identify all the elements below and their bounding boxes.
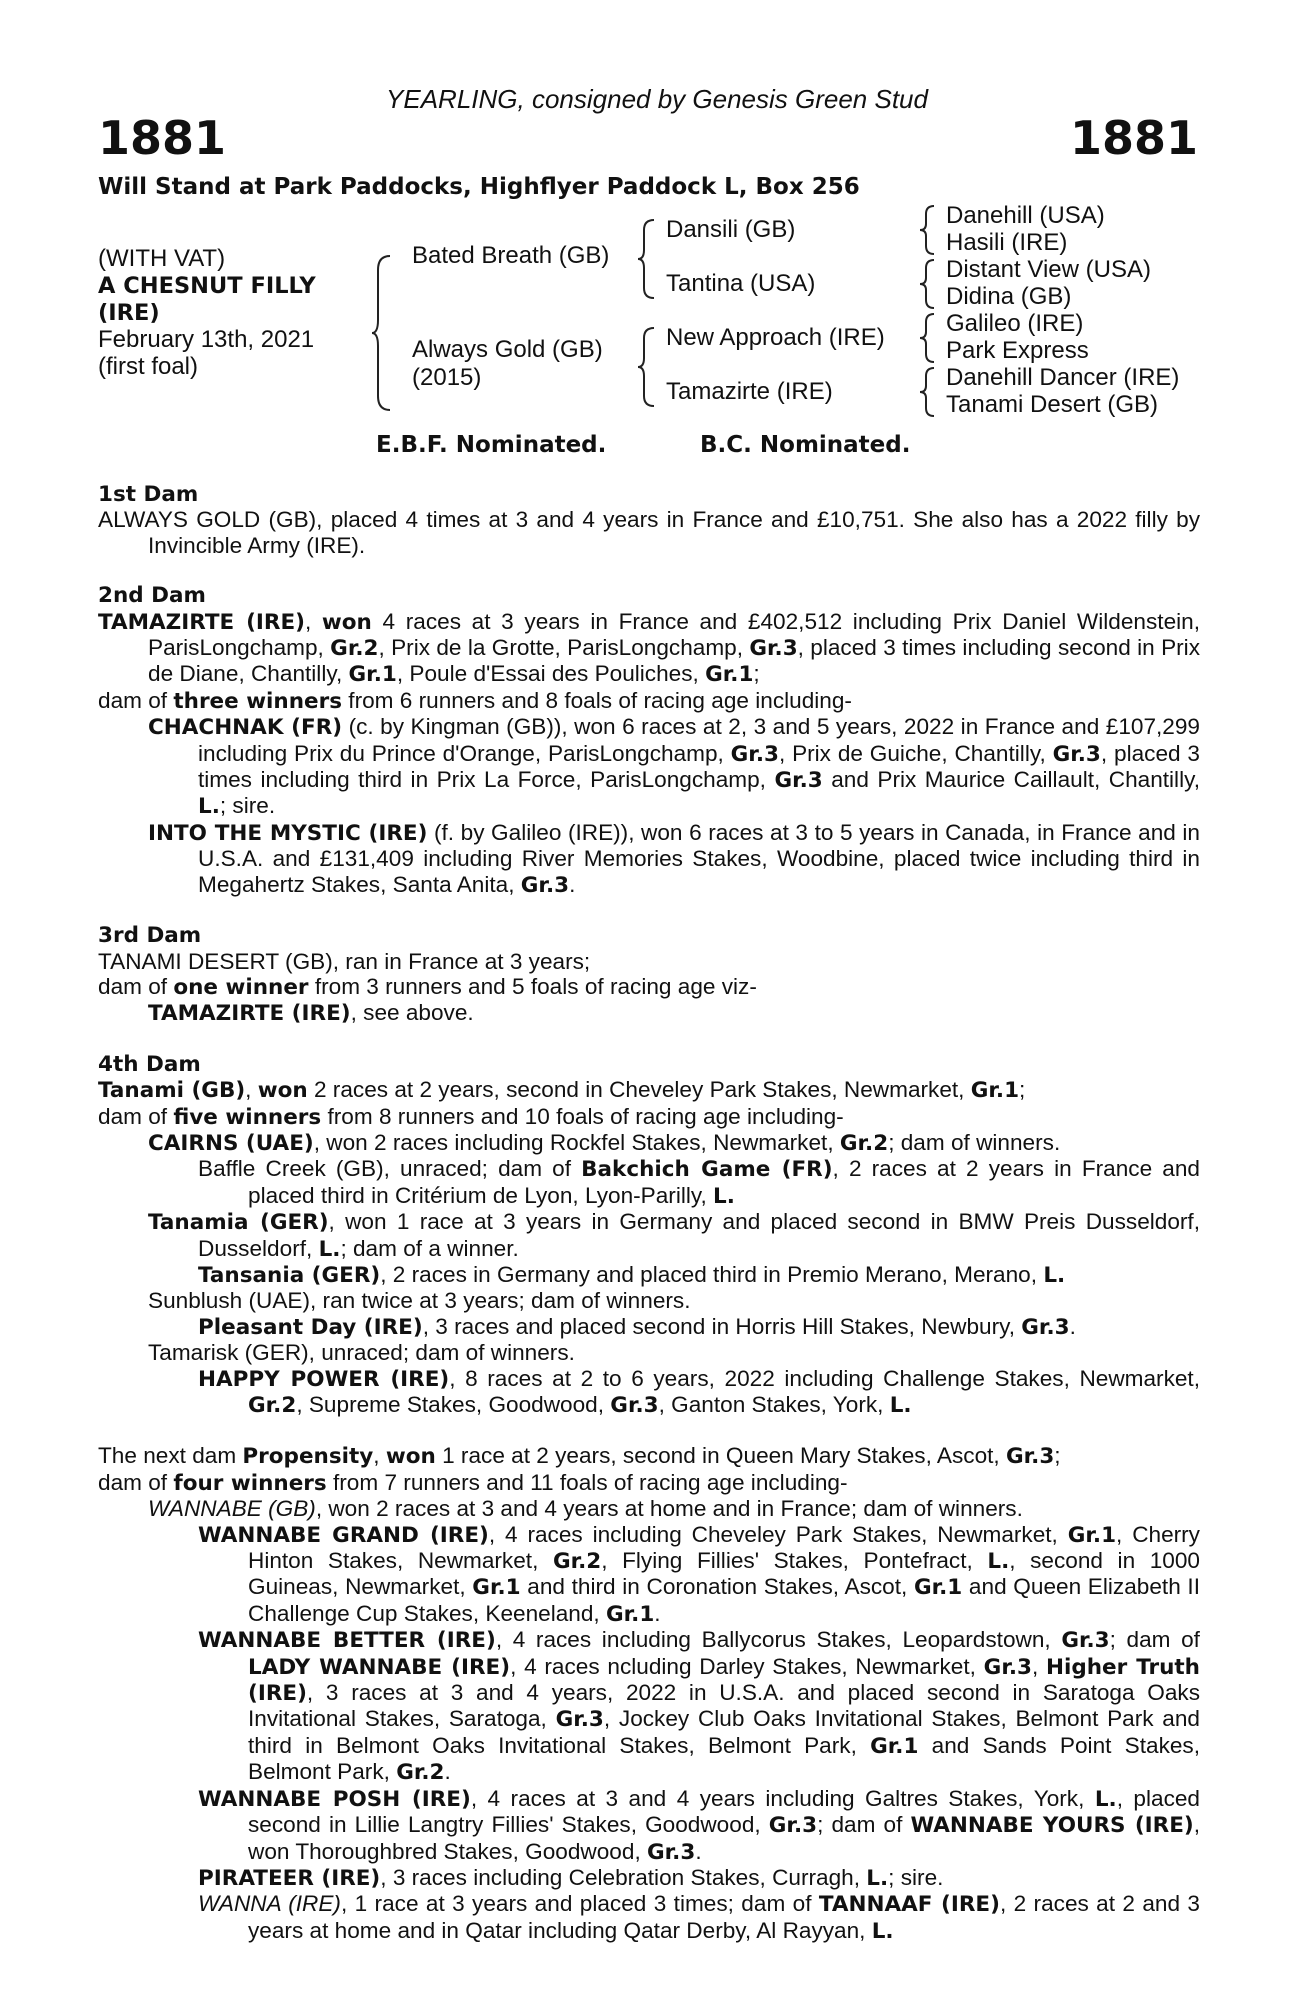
second-dam-produce: dam of three winners from 6 runners and 8 foals of racing age including-	[98, 687, 852, 714]
foal-note: (first foal)	[98, 353, 199, 380]
next-dam-text: The next dam Propensity, won 1 race at 2 years, second in Queen Mary Stakes, Ascot, Gr.3;	[98, 1443, 1061, 1470]
ancestor-6: Park Express	[946, 337, 1089, 364]
lot-number-left: 1881	[98, 111, 227, 165]
grandsire-brace-1	[918, 204, 942, 256]
ancestor-5: Galileo (IRE)	[946, 310, 1084, 337]
ancestor-1: Danehill (USA)	[946, 202, 1105, 229]
produce-tamazirte: TAMAZIRTE (IRE), see above.	[148, 1000, 474, 1027]
produce-baffle-creek: Baffle Creek (GB), unraced; dam of Bakchich Game (FR), 2 races at 2 years in France and placed third in Critérium de Lyon, Lyon-Parilly, L.	[198, 1156, 1200, 1209]
vat-note: (WITH VAT)	[98, 245, 226, 272]
dam-parents-brace	[636, 326, 662, 408]
produce-pleasant-day: Pleasant Day (IRE), 3 races and placed second in Horris Hill Stakes, Newbury, Gr.3.	[198, 1313, 1076, 1340]
fourth-dam-produce: dam of five winners from 8 runners and 10 foals of racing age including-	[98, 1103, 844, 1130]
produce-into-the-mystic: INTO THE MYSTIC (IRE) (f. by Galileo (IRE)), won 6 races at 3 to 5 years in Canada, in France and in U.S.A. and £131,409 including River Memories Stakes, Woodbine, placed twice including third in Megahertz Stakes, Santa Anita, Gr.3.	[148, 819, 1200, 898]
horse-name: A CHESNUT FILLY	[98, 273, 316, 299]
sire-name: Bated Breath (GB)	[412, 242, 610, 269]
dam-name: Always Gold (GB)	[412, 336, 603, 363]
produce-sunblush: Sunblush (UAE), ran twice at 3 years; dam of winners.	[148, 1288, 691, 1314]
ancestor-2: Hasili (IRE)	[946, 229, 1068, 256]
produce-tamarisk: Tamarisk (GER), unraced; dam of winners.	[148, 1340, 575, 1366]
dam-dam-name: Tamazirte (IRE)	[666, 378, 833, 405]
produce-wanna: WANNA (IRE), 1 race at 3 years and placed 3 times; dam of TANNAAF (IRE), 2 races at 2 and 3 years at home and in Qatar including Qatar Derby, Al Rayyan, L.	[198, 1891, 1200, 1944]
ebf-nomination: E.B.F. Nominated.	[376, 432, 607, 458]
ancestor-4: Didina (GB)	[946, 283, 1072, 310]
grandsire-brace-2	[918, 258, 942, 310]
second-dam-text: TAMAZIRTE (IRE), won 4 races at 3 years in France and £402,512 including Prix Daniel Wildenstein, ParisLongchamp, Gr.2, Prix de la Grotte, ParisLongchamp, Gr.3, placed 3 times including second in Prix de Diane, Chantilly, Gr.1, Poule d'Essai des Pouliches, Gr.1;	[98, 608, 1200, 688]
produce-tanamia: Tanamia (GER), won 1 race at 3 years in Germany and placed second in BMW Preis Dusseldorf, Dusseldorf, L.; dam of a winner.	[148, 1209, 1200, 1262]
stand-location: Will Stand at Park Paddocks, Highflyer Paddock L, Box 256	[98, 174, 860, 200]
fourth-dam-heading: 4th Dam	[98, 1051, 201, 1077]
lot-number-right: 1881	[1069, 111, 1198, 165]
sire-dam-name: Tantina (USA)	[666, 270, 816, 297]
sire-dam-brace	[370, 254, 400, 412]
third-dam-text: TANAMI DESERT (GB), ran in France at 3 years;	[98, 948, 591, 974]
next-dam-produce: dam of four winners from 7 runners and 11 foals of racing age including-	[98, 1469, 848, 1496]
ancestor-3: Distant View (USA)	[946, 256, 1151, 283]
grandsire-brace-3	[918, 312, 942, 364]
bc-nomination: B.C. Nominated.	[700, 432, 911, 458]
third-dam-produce: dam of one winner from 3 runners and 5 foals of racing age viz-	[98, 973, 757, 1000]
grandsire-brace-4	[918, 366, 942, 418]
sire-sire-name: Dansili (GB)	[666, 216, 796, 243]
produce-chachnak: CHACHNAK (FR) (c. by Kingman (GB)), won 6 races at 2, 3 and 5 years, 2022 in France and £107,299 including Prix du Prince d'Orange, ParisLongchamp, Gr.3, Prix de Guiche, Chantilly, Gr.3, placed 3 times including third in Prix La Force, ParisLongchamp, Gr.3 and Prix Maurice Caillault, Chantilly, L.; sire.	[148, 714, 1200, 820]
first-dam-text: ALWAYS GOLD (GB), placed 4 times at 3 and 4 years in France and £10,751. She also has a 2022 filly by Invincible Army (IRE).	[98, 507, 1200, 558]
consignor-line: YEARLING, consigned by Genesis Green Stud	[386, 84, 928, 114]
fourth-dam-text: Tanami (GB), won 2 races at 2 years, second in Cheveley Park Stakes, Newmarket, Gr.1;	[98, 1077, 1026, 1104]
dam-sire-name: New Approach (IRE)	[666, 324, 885, 351]
dam-year: (2015)	[412, 364, 482, 391]
second-dam-heading: 2nd Dam	[98, 583, 206, 609]
ancestor-7: Danehill Dancer (IRE)	[946, 364, 1180, 391]
produce-cairns: CAIRNS (UAE), won 2 races including Rockfel Stakes, Newmarket, Gr.2; dam of winners.	[148, 1129, 1061, 1156]
horse-name-suffix: (IRE)	[98, 300, 160, 326]
produce-tansania: Tansania (GER), 2 races in Germany and placed third in Premio Merano, Merano, L.	[198, 1261, 1066, 1288]
produce-wannabe-better: WANNABE BETTER (IRE), 4 races including Ballycorus Stakes, Leopardstown, Gr.3; dam of LADY WANNABE (IRE), 4 races ncluding Darley Stakes, Newmarket, Gr.3, Higher Truth (IRE), 3 races at 3 and 4 years, 2022 in U.S.A. and placed second in Saratoga Oaks Invitational Stakes, Saratoga, Gr.3, Jockey Club Oaks Invitational Stakes, Belmont Park and third in Belmont Oaks Invitational Stakes, Belmont Park, Gr.1 and Sands Point Stakes, Belmont Park, Gr.2.	[198, 1627, 1201, 1786]
ancestor-8: Tanami Desert (GB)	[946, 391, 1159, 418]
produce-record	[98, 482, 1200, 1944]
produce-wannabe: WANNABE (GB), won 2 races at 3 and 4 years at home and in France; dam of winners.	[148, 1496, 1023, 1522]
first-dam-heading: 1st Dam	[98, 482, 199, 507]
produce-happy-power: HAPPY POWER (IRE), 8 races at 2 to 6 years, 2022 including Challenge Stakes, Newmarket, Gr.2, Supreme Stakes, Goodwood, Gr.3, Ganton Stakes, York, L.	[198, 1365, 1200, 1418]
produce-wannabe-grand: WANNABE GRAND (IRE), 4 races including Cheveley Park Stakes, Newmarket, Gr.1, Cherry Hinton Stakes, Newmarket, Gr.2, Flying Fillies' Stakes, Pontefract, L., second in 1000 Guineas, Newmarket, Gr.1 and third in Coronation Stakes, Ascot, Gr.1 and Queen Elizabeth II Challenge Cup Stakes, Keeneland, Gr.1.	[198, 1521, 1200, 1627]
produce-pirateer: PIRATEER (IRE), 3 races including Celebration Stakes, Curragh, L.; sire.	[198, 1864, 944, 1891]
sire-parents-brace	[636, 218, 662, 300]
third-dam-heading: 3rd Dam	[98, 923, 202, 949]
foaling-date: February 13th, 2021	[98, 326, 315, 353]
produce-wannabe-posh: WANNABE POSH (IRE), 4 races at 3 and 4 years including Galtres Stakes, York, L., placed second in Lillie Langtry Fillies' Stakes, Goodwood, Gr.3; dam of WANNABE YOURS (IRE), won Thoroughbred Stakes, Goodwood, Gr.3.	[198, 1785, 1201, 1865]
